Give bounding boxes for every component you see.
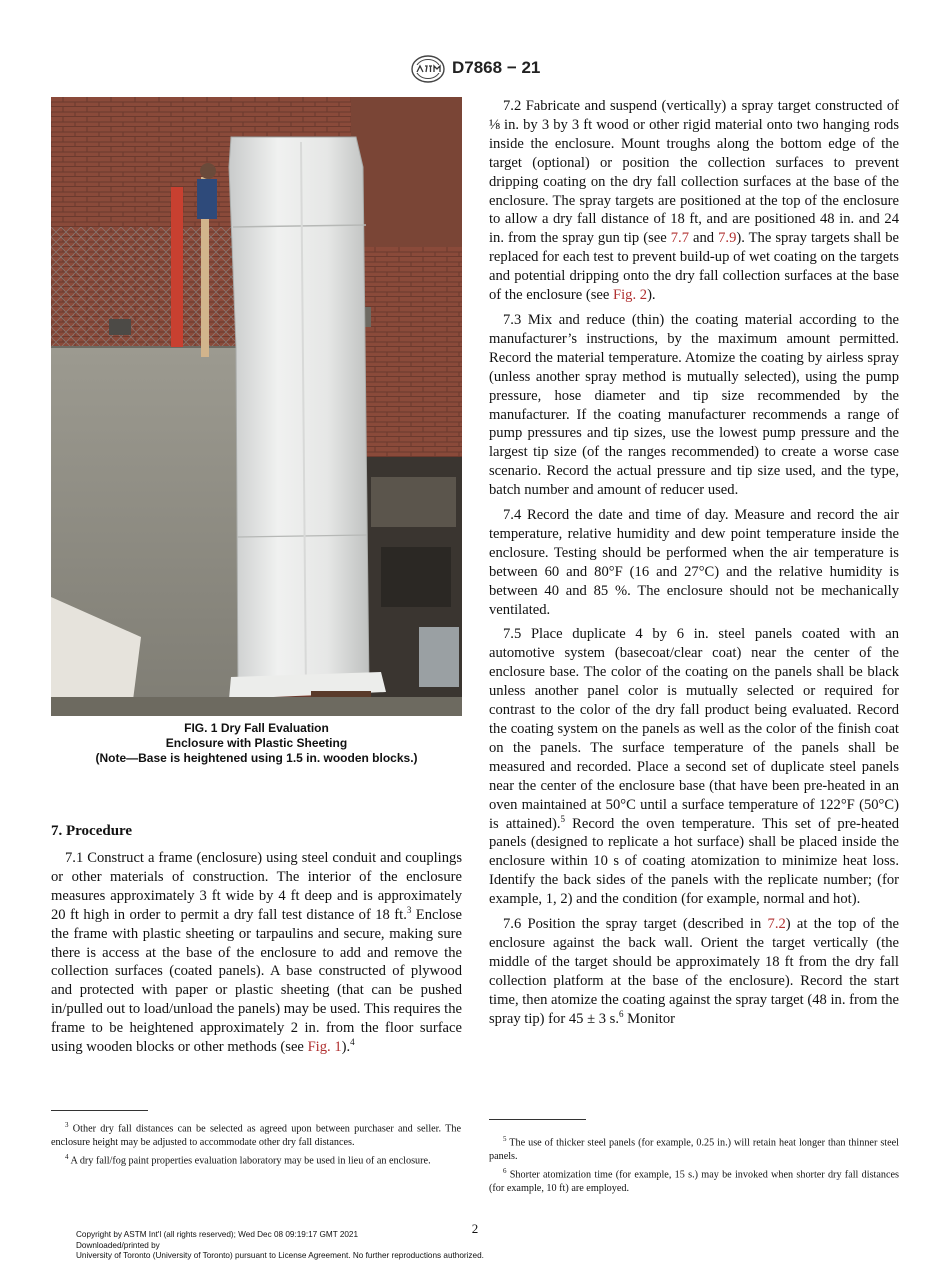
copyright-notice xyxy=(76,1230,484,1262)
paragraph-text: ). The spray targets shall be replaced for each test to prevent build-up of wet coating on the targets and potential dripping onto the dry fall collection surfaces at the base of the enclosure (see xyxy=(489,230,899,304)
page-number: 2 xyxy=(471,1221,479,1236)
figure-1-photo xyxy=(51,97,462,716)
paragraph-7-2 xyxy=(489,97,899,305)
paragraph-text: Record the oven temperature. This set of pre-heated panels (designed to replicate a hot surface) shall be placed inside the enclosure within 10 s of coating atomization to minimize heat loss. Identify the back sides of the panels with the replicate number; (for example, 1, 2) and the condition (for example, normal and hot). xyxy=(489,815,900,908)
astm-logo-icon xyxy=(410,54,446,84)
paragraph-text: Enclose the frame with plastic sheeting or tarpaulins and secure, making sure there is access at the base of the enclosure to add and remove the collection surfaces (coated panels). A base constructed of plywood and protected with paper or plastic sheeting (that can be pushed in/pulled out to load/unload the panels) may be used. This requires the frame to be heightened approximately 2 in. from the floor surface using wooden blocks or other methods (see xyxy=(51,906,462,1056)
copyright-line: University of Toronto (University of Toronto) pursuant to License Agreement. No further reproductions authorized. xyxy=(76,1251,484,1260)
paragraph-text: 7.2 Fabricate and suspend (vertically) a spray target constructed of ⅛ in. by 3 by 3 ft wood or other rigid material onto two hanging rods inside the enclosure. Mount troughs along the bottom edge of the target (optional) or position the collection surfaces to prevent dripping coating on the dry fall collection surfaces at the base of the enclosure. The spray targets are positioned at the top of the enclosure to allow a dry fall distance of 18 ft, and are positioned 48 in. and 24 in. from the spray gun tip (see xyxy=(489,98,899,247)
footnotes-left xyxy=(51,1119,461,1169)
footnote-text: The use of thicker steel panels (for example, 0.25 in.) will retain heat longer than thinner steel panels. xyxy=(489,1137,899,1162)
paragraph-text: 7.6 Position the spray target (described in xyxy=(503,916,768,933)
footnote-ref-3[interactable]: 3 xyxy=(406,904,412,915)
figure-caption-subtitle: Enclosure with Plastic Sheeting xyxy=(165,736,348,750)
paragraph-7-3: 7.3 Mix and reduce (thin) the coating material according to the manufacturer’s instructions, by the maximum amount permitted. Record the material temperature. Atomize the coating by airless spray (unless another spray method is mutually selected), using the pump pressure, hose diameter and tip size recommended by the manufacturer. If the coating manufacturer recommends a range of pump pressures and tip sizes, use the lowest pump pressure and the largest tip size (of the ranges recommended) to create a worse case scenario. Record the actual pressure and tip size used, and the type, batch number and amount of reducer used. xyxy=(489,311,899,499)
footnote-number: 3 xyxy=(65,1121,69,1129)
footnote-5 xyxy=(489,1133,899,1164)
paragraph-7-1 xyxy=(51,849,462,1057)
figure-caption-title: FIG. 1 Dry Fall Evaluation xyxy=(184,721,329,735)
paragraph-7-5 xyxy=(489,625,899,909)
paragraph-text: Monitor xyxy=(623,1010,675,1027)
footnote-4 xyxy=(51,1151,461,1168)
paragraph-text: 7.1 Construct a frame (enclosure) using steel conduit and couplings or other materials of construction. The interior of the enclosure measures approximately 3 ft wide by 4 ft deep and is approximately 20 ft high in order to permit a dry fall test distance of 18 ft. xyxy=(51,850,462,923)
section-title: 7. Procedure xyxy=(51,823,133,839)
footnotes-right xyxy=(489,1133,899,1196)
footnote-divider xyxy=(51,1110,148,1111)
paragraph-7-6 xyxy=(489,915,899,1028)
footnote-ref-6[interactable]: 6 xyxy=(619,1008,624,1019)
paragraph-text: and xyxy=(689,230,719,247)
link-section-7-2[interactable]: 7.2 xyxy=(767,916,786,933)
footnote-number: 4 xyxy=(65,1152,69,1161)
copyright-line: Downloaded/printed by xyxy=(76,1240,160,1250)
footnote-text: Other dry fall distances can be selected as agreed upon between purchaser and seller. The enclosure height may be adjusted to accommodate other dry fall distances. xyxy=(51,1123,461,1148)
footnote-ref-5[interactable]: 5 xyxy=(560,813,566,824)
footnote-number: 5 xyxy=(503,1135,507,1143)
footnote-6 xyxy=(489,1165,899,1196)
footnote-3 xyxy=(51,1119,461,1150)
footnote-text: A dry fall/fog paint properties evaluation laboratory may be used in lieu of an enclosure. xyxy=(68,1154,431,1166)
footnote-number: 6 xyxy=(503,1166,507,1175)
link-section-7-9[interactable]: 7.9 xyxy=(718,230,737,247)
footnote-text: Shorter atomization time (for example, 15 s.) may be invoked when shorter dry fall distances (for example, 10 ft) are employed. xyxy=(489,1168,899,1194)
link-section-7-7[interactable]: 7.7 xyxy=(670,230,689,247)
link-fig-1[interactable]: Fig. 1 xyxy=(307,1039,342,1056)
document-id: D7868 − 21 xyxy=(452,58,541,77)
page-header xyxy=(0,54,950,84)
link-fig-2[interactable]: Fig. 2 xyxy=(613,287,648,304)
footnote-divider xyxy=(489,1119,586,1120)
footnote-ref-4[interactable]: 4 xyxy=(350,1037,355,1048)
figure-caption-note: (Note—Base is heightened using 1.5 in. wooden blocks.) xyxy=(95,751,418,765)
left-column xyxy=(51,849,462,1063)
paragraph-7-4: 7.4 Record the date and time of day. Measure and record the air temperature, relative humidity and dew point temperature inside the enclosure. Testing should be performed when the air temperature is between 60 and 80°F (16 and 27°C) and the relative humidity is between 40 and 85 %. The enclosure should not be mechanically ventilated. xyxy=(489,507,899,618)
paragraph-text: ) at the top of the enclosure against the back wall. Orient the target vertically (the middle of the target should be approximately 18 ft from the dry fall collection platform at the base of the enclosure). Record the start time, then atomize the coating against the spray target (48 in. from the spray tip) for 45 ± 3 s. xyxy=(489,916,899,1027)
right-column xyxy=(489,97,899,1035)
copyright-line: Copyright by ASTM Int'l (all rights reserved); Wed Dec 08 09:19:17 GMT 2021 xyxy=(76,1230,359,1239)
paragraph-text: ). xyxy=(647,287,656,304)
paragraph-text: 7.5 Place duplicate 4 by 6 in. steel panels coated with an automotive system (basecoat/clear coat) near the center of the enclosure base. The color of the coating on the panels shall be black unless another panel color is mutually selected or required for contrast to the color of the dry fall product being evaluated. Record the coating system on the panels as well as the color of the finish coat on the panels. The surface temperature of the panels shall be measured and recorded. Place a second set of duplicate steel panels near the center of the enclosure base (that have been pre-heated in an oven maintained at 50°C until a surface temperature of 122°F (50°C) is attained). xyxy=(489,626,899,832)
paragraph-text: ). xyxy=(341,1039,351,1056)
